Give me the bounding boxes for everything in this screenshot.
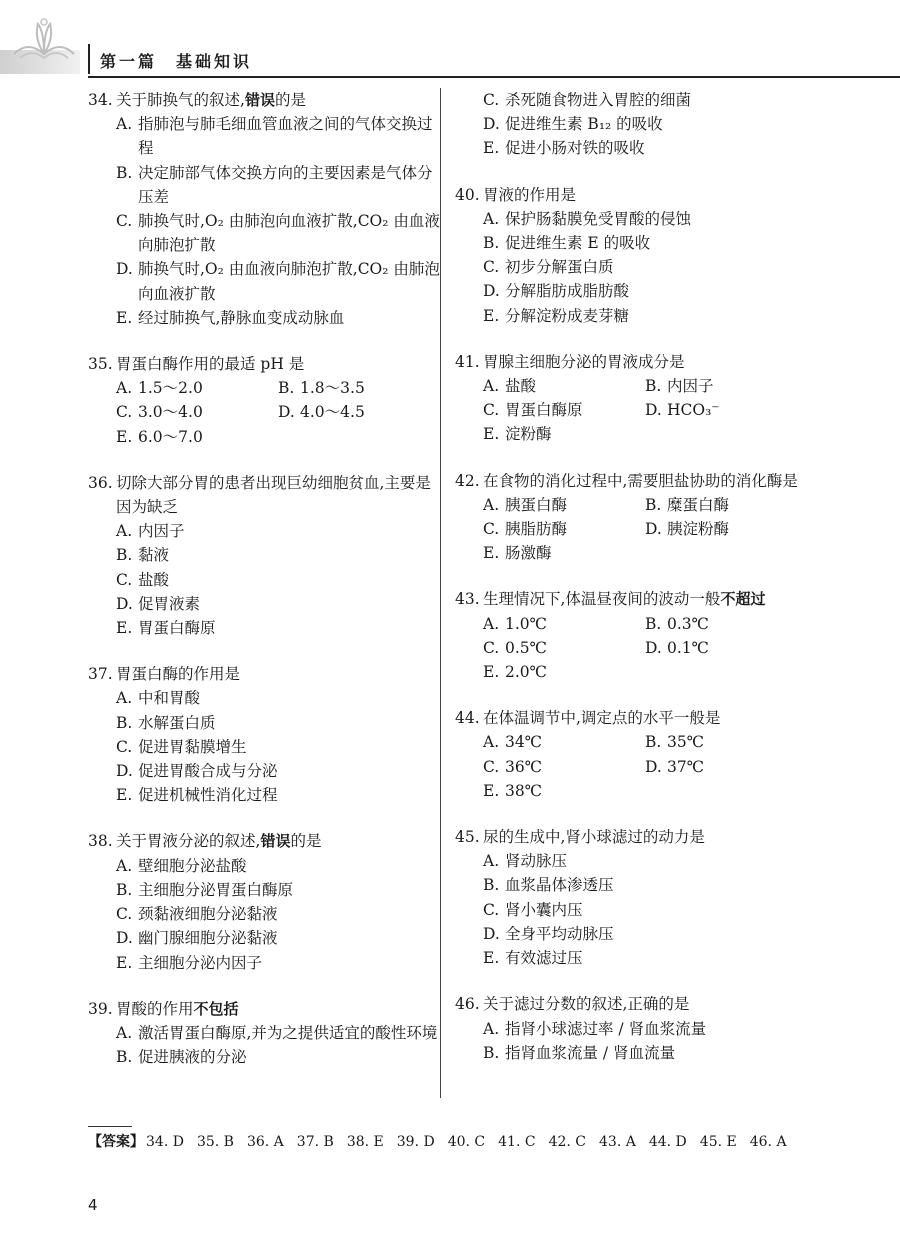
option-text: 肺换气时,O₂ 由血液向肺泡扩散,CO₂ 由肺泡向血液扩散 [138, 260, 440, 303]
question-stem [88, 829, 443, 853]
column-divider [440, 88, 441, 1098]
option-text: 促胃液素 [138, 594, 201, 613]
question-text [483, 350, 810, 374]
question-stem [88, 88, 443, 112]
options-list [88, 686, 443, 807]
question-number: 45. [455, 828, 480, 847]
option-letter: B. [278, 379, 295, 398]
option-letter: B. [483, 234, 500, 253]
options-list [88, 1021, 443, 1069]
question-item [88, 829, 443, 974]
question-stem [88, 352, 443, 376]
header-vertical-rule [88, 44, 90, 74]
stem-part: 的是 [274, 91, 306, 109]
answer-item: 45. E [699, 1134, 737, 1150]
option-text: 指肾小球滤过率 / 肾血浆流量 [505, 1019, 707, 1038]
option-letter: D. [116, 929, 133, 948]
question-item [455, 587, 810, 684]
option-item [483, 730, 645, 754]
option-text: 全身平均动脉压 [505, 924, 614, 943]
stem-part: 关于滤过分数的叙述,正确的是 [483, 995, 690, 1014]
question-number: 41. [455, 352, 480, 371]
option-item [116, 1021, 443, 1045]
option-text: 内因子 [138, 522, 185, 541]
question-text [116, 471, 443, 519]
option-text: 促进胃黏膜增生 [138, 737, 247, 756]
option-item [645, 755, 810, 779]
stem-emphasis: 错误 [260, 832, 291, 851]
option-text: 颈黏液细胞分泌黏液 [138, 905, 278, 924]
option-text: 分解脂肪成脂肪酸 [505, 282, 630, 301]
question-stem [88, 997, 443, 1021]
option-item [645, 612, 810, 636]
option-item [483, 517, 645, 541]
option-letter: C. [116, 212, 133, 231]
question-stem [455, 587, 810, 611]
option-text: 促进机械性消化过程 [138, 786, 278, 805]
option-letter: A. [483, 1019, 500, 1038]
option-letter: B. [645, 377, 662, 396]
options-list [455, 849, 810, 970]
option-text: 促进维生素 E 的吸收 [505, 234, 651, 253]
option-text: 肺换气时,O₂ 由肺泡向血液扩散,CO₂ 由血液向肺泡扩散 [138, 212, 440, 255]
question-stem [88, 471, 443, 519]
option-text: 决定肺部气体交换方向的主要因素是气体分压差 [138, 163, 433, 206]
answer-item: 35. B [196, 1134, 234, 1150]
question-item [88, 88, 443, 330]
option-letter: A. [483, 852, 500, 871]
question-item [455, 706, 810, 803]
option-letter: B. [645, 495, 662, 514]
question-item [455, 88, 810, 161]
option-text: 糜蛋白酶 [667, 495, 730, 514]
options-list [455, 88, 810, 161]
answer-item: 39. D [396, 1134, 435, 1150]
option-text: 促进胰液的分泌 [138, 1048, 247, 1067]
option-text: 胰淀粉酶 [667, 520, 730, 539]
option-text: 杀死随食物进入胃腔的细菌 [505, 91, 692, 109]
stem-part: 胃蛋白酶的作用是 [116, 665, 241, 684]
option-letter: E. [116, 953, 133, 972]
stem-emphasis: 不超过 [720, 590, 766, 609]
option-item [645, 493, 810, 517]
question-stem [455, 706, 810, 730]
option-letter: B. [116, 546, 133, 565]
option-item [116, 926, 443, 950]
option-text: 盐酸 [505, 377, 537, 396]
stem-part: 胃酸的作用 [116, 999, 194, 1018]
option-item [483, 493, 645, 517]
option-item [483, 946, 810, 970]
option-item [116, 783, 443, 807]
option-letter: C. [116, 403, 133, 422]
option-item [278, 376, 443, 400]
question-number: 44. [455, 709, 480, 728]
option-letter: A. [116, 115, 133, 134]
option-item [116, 735, 443, 759]
answer-item: 38. E [346, 1134, 384, 1150]
option-text: 保护肠黏膜免受胃酸的侵蚀 [505, 209, 692, 228]
option-item [116, 878, 443, 902]
option-letter: C. [483, 258, 500, 277]
options-list [88, 519, 443, 640]
option-item [116, 209, 443, 257]
option-item [116, 759, 443, 783]
option-text: 胰脂肪酶 [505, 520, 568, 539]
question-number: 34. [88, 91, 113, 109]
question-item [455, 469, 810, 566]
option-text: 6.0～7.0 [138, 427, 203, 446]
answer-item: 36. A [246, 1134, 284, 1150]
option-letter: E. [483, 139, 500, 158]
question-text [483, 469, 810, 493]
option-letter: B. [116, 1048, 133, 1067]
option-letter: B. [483, 876, 500, 895]
answer-list [146, 1130, 808, 1154]
option-letter: A. [483, 495, 500, 514]
option-item [645, 517, 810, 541]
question-stem [455, 469, 810, 493]
stem-part: 关于肺换气的叙述, [116, 91, 245, 109]
option-text: 36℃ [505, 757, 543, 776]
answer-key [88, 1130, 808, 1154]
header-title: 第一篇 基础知识 [100, 52, 253, 71]
option-item [483, 304, 810, 328]
question-stem [88, 662, 443, 686]
option-text: 0.1℃ [667, 638, 709, 657]
question-stem [455, 183, 810, 207]
question-text [116, 997, 443, 1021]
option-item [116, 1045, 443, 1069]
option-item [483, 873, 810, 897]
option-text: 0.3℃ [667, 614, 709, 633]
option-item [116, 257, 443, 305]
question-text [116, 352, 443, 376]
option-item [116, 616, 443, 640]
option-item [116, 686, 443, 710]
option-text: 4.0～4.5 [300, 403, 365, 422]
question-item [455, 350, 810, 447]
option-item [483, 898, 810, 922]
option-item [483, 612, 645, 636]
option-item [116, 951, 443, 975]
option-item [645, 636, 810, 660]
option-letter: E. [483, 306, 500, 325]
option-item [483, 255, 810, 279]
option-text: 主细胞分泌内因子 [138, 953, 263, 972]
option-letter: B. [645, 614, 662, 633]
option-letter: B. [116, 880, 133, 899]
option-text: 胃蛋白酶原 [138, 619, 216, 638]
option-text: 38℃ [505, 781, 543, 800]
page-number: 4 [88, 1196, 98, 1214]
question-item [88, 997, 443, 1070]
option-letter: E. [483, 949, 500, 968]
option-item [116, 568, 443, 592]
question-number: 43. [455, 590, 480, 609]
stem-part: 胃腺主细胞分泌的胃液成分是 [483, 352, 685, 371]
stem-part: 在体温调节中,调定点的水平一般是 [483, 709, 721, 728]
option-item [483, 660, 645, 684]
question-text [483, 587, 810, 611]
option-text: 促进胃酸合成与分泌 [138, 762, 278, 781]
option-letter: D. [645, 638, 662, 657]
option-letter: D. [116, 594, 133, 613]
right-column [455, 88, 810, 1087]
option-letter: A. [116, 689, 133, 708]
option-item [483, 636, 645, 660]
question-text [483, 825, 810, 849]
answer-rule [88, 1126, 132, 1127]
option-item [116, 854, 443, 878]
question-text [483, 706, 810, 730]
option-letter: D. [278, 403, 295, 422]
option-letter: C. [483, 520, 500, 539]
question-item [88, 471, 443, 640]
option-letter: E. [116, 619, 133, 638]
option-item [116, 306, 443, 330]
option-text: 血浆晶体渗透压 [505, 876, 614, 895]
option-letter: C. [116, 905, 133, 924]
option-letter: D. [116, 260, 133, 279]
option-item [483, 922, 810, 946]
option-text: 中和胃酸 [138, 689, 201, 708]
option-text: 水解蛋白质 [138, 713, 216, 732]
question-item [455, 992, 810, 1065]
option-item [483, 88, 810, 112]
option-letter: C. [483, 91, 500, 109]
option-letter: C. [116, 737, 133, 756]
options-list [88, 376, 443, 449]
option-text: 1.5～2.0 [138, 379, 203, 398]
option-text: 肾小囊内压 [505, 900, 583, 919]
answer-item: 34. D [146, 1134, 184, 1150]
option-text: 幽门腺细胞分泌黏液 [138, 929, 278, 948]
option-letter: C. [483, 757, 500, 776]
option-item [116, 902, 443, 926]
option-letter: A. [116, 1023, 133, 1042]
option-letter: D. [645, 757, 662, 776]
option-text: 胰蛋白酶 [505, 495, 568, 514]
option-item [483, 422, 645, 446]
option-letter: D. [483, 282, 500, 301]
options-list [455, 493, 810, 566]
question-number: 40. [455, 185, 480, 204]
book-logo-icon [8, 14, 80, 66]
option-letter: E. [483, 425, 500, 444]
header-horizontal-rule [88, 76, 900, 78]
option-item [483, 1017, 810, 1041]
option-text: 3.0～4.0 [138, 403, 203, 422]
stem-emphasis: 错误 [244, 91, 275, 109]
options-list [455, 730, 810, 803]
option-text: 34℃ [505, 733, 543, 752]
answer-item: 42. C [548, 1134, 587, 1150]
option-text: 37℃ [667, 757, 705, 776]
option-letter: B. [116, 713, 133, 732]
stem-part: 生理情况下,体温昼夜间的波动一般 [483, 590, 721, 609]
option-text: 初步分解蛋白质 [505, 258, 614, 277]
option-letter: C. [483, 401, 500, 420]
option-text: 1.0℃ [505, 614, 547, 633]
question-number: 39. [88, 999, 113, 1018]
answer-item: 44. D [648, 1134, 687, 1150]
option-text: 盐酸 [138, 570, 170, 589]
option-text: 35℃ [667, 733, 705, 752]
question-text [483, 183, 810, 207]
left-column [88, 88, 443, 1091]
option-item [483, 779, 645, 803]
option-item [116, 112, 443, 160]
option-item [116, 376, 278, 400]
option-text: HCO₃⁻ [667, 401, 720, 420]
option-letter: A. [116, 379, 133, 398]
option-letter: B. [483, 1043, 500, 1062]
option-text: 肾动脉压 [505, 852, 568, 871]
option-text: 内因子 [667, 377, 714, 396]
option-item [483, 1041, 810, 1065]
question-text [116, 829, 443, 853]
option-text: 肠激酶 [505, 544, 552, 563]
option-item [116, 711, 443, 735]
stem-part: 胃液的作用是 [483, 185, 577, 204]
option-item [116, 425, 278, 449]
option-text: 2.0℃ [505, 663, 547, 682]
option-text: 促进维生素 B₁₂ 的吸收 [505, 115, 663, 134]
options-list [455, 374, 810, 447]
option-letter: E. [483, 544, 500, 563]
option-text: 有效滤过压 [505, 949, 583, 968]
question-item [88, 662, 443, 807]
option-letter: C. [483, 900, 500, 919]
option-text: 胃蛋白酶原 [505, 401, 583, 420]
option-letter: E. [483, 663, 500, 682]
question-number: 46. [455, 995, 480, 1014]
option-letter: D. [645, 520, 662, 539]
answer-item: 40. C [447, 1134, 486, 1150]
option-item [483, 136, 810, 160]
stem-part: 切除大部分胃的患者出现巨幼细胞贫血,主要是因为缺乏 [116, 473, 431, 517]
option-text: 激活胃蛋白酶原,并为之提供适宜的酸性环境 [138, 1023, 438, 1042]
option-item [483, 374, 645, 398]
option-text: 分解淀粉成麦芽糖 [505, 306, 630, 325]
option-text: 黏液 [138, 546, 170, 565]
question-stem [455, 350, 810, 374]
option-letter: A. [483, 377, 500, 396]
stem-part: 尿的生成中,肾小球滤过的动力是 [483, 828, 705, 847]
option-letter: A. [483, 209, 500, 228]
question-text [116, 662, 443, 686]
option-item [483, 755, 645, 779]
option-letter: D. [645, 401, 662, 420]
option-item [116, 161, 443, 209]
question-item [455, 183, 810, 328]
stem-part: 关于胃液分泌的叙述, [116, 832, 261, 851]
question-text [483, 992, 810, 1016]
question-item [455, 825, 810, 970]
option-text: 经过肺换气,静脉血变成动脉血 [138, 308, 345, 327]
options-list [88, 112, 443, 330]
option-item [645, 730, 810, 754]
option-text: 主细胞分泌胃蛋白酶原 [138, 880, 294, 899]
option-letter: E. [116, 308, 133, 327]
options-list [88, 854, 443, 975]
option-letter: C. [116, 570, 133, 589]
option-item [645, 398, 810, 422]
option-text: 1.8～3.5 [300, 379, 365, 398]
answer-item: 46. A [749, 1134, 787, 1150]
options-list [455, 1017, 810, 1065]
option-letter: D. [483, 115, 500, 134]
option-letter: B. [645, 733, 662, 752]
option-letter: A. [116, 856, 133, 875]
option-letter: D. [483, 924, 500, 943]
option-item [645, 374, 810, 398]
option-item [483, 279, 810, 303]
option-item [278, 400, 443, 424]
option-letter: A. [116, 522, 133, 541]
option-letter: E. [483, 781, 500, 800]
question-stem [455, 825, 810, 849]
question-number: 37. [88, 665, 113, 684]
option-item [116, 543, 443, 567]
stem-emphasis: 不包括 [193, 999, 239, 1018]
question-number: 36. [88, 473, 113, 492]
option-item [116, 592, 443, 616]
option-letter: E. [116, 427, 133, 446]
option-text: 壁细胞分泌盐酸 [138, 856, 247, 875]
question-item [88, 352, 443, 449]
option-text: 淀粉酶 [505, 425, 552, 444]
option-letter: B. [116, 163, 133, 182]
option-item [483, 541, 645, 565]
question-text [116, 88, 443, 112]
option-text: 促进小肠对铁的吸收 [505, 139, 645, 158]
stem-part: 胃蛋白酶作用的最适 pH 是 [116, 355, 305, 374]
option-letter: C. [483, 638, 500, 657]
question-number: 42. [455, 471, 480, 490]
option-item [116, 519, 443, 543]
option-item [483, 207, 810, 231]
answer-item: 37. B [296, 1134, 334, 1150]
option-item [116, 400, 278, 424]
option-text: 0.5℃ [505, 638, 547, 657]
option-item [483, 112, 810, 136]
stem-part: 在食物的消化过程中,需要胆盐协助的消化酶是 [483, 471, 798, 490]
question-number: 38. [88, 832, 113, 851]
option-item [483, 231, 810, 255]
option-letter: D. [116, 762, 133, 781]
answer-item: 41. C [498, 1134, 536, 1150]
answer-label: 【答案】 [88, 1134, 144, 1150]
answer-item: 43. A [599, 1134, 636, 1150]
option-letter: A. [483, 614, 500, 633]
options-list [455, 612, 810, 685]
option-text: 指肺泡与肺毛细血管血液之间的气体交换过程 [138, 115, 433, 158]
question-number: 35. [88, 355, 113, 374]
option-letter: E. [116, 786, 133, 805]
option-text: 指肾血浆流量 / 肾血流量 [505, 1043, 676, 1062]
stem-part: 的是 [290, 832, 322, 851]
option-item [483, 398, 645, 422]
question-stem [455, 992, 810, 1016]
option-item [483, 849, 810, 873]
option-letter: A. [483, 733, 500, 752]
options-list [455, 207, 810, 328]
page-header [0, 0, 900, 80]
